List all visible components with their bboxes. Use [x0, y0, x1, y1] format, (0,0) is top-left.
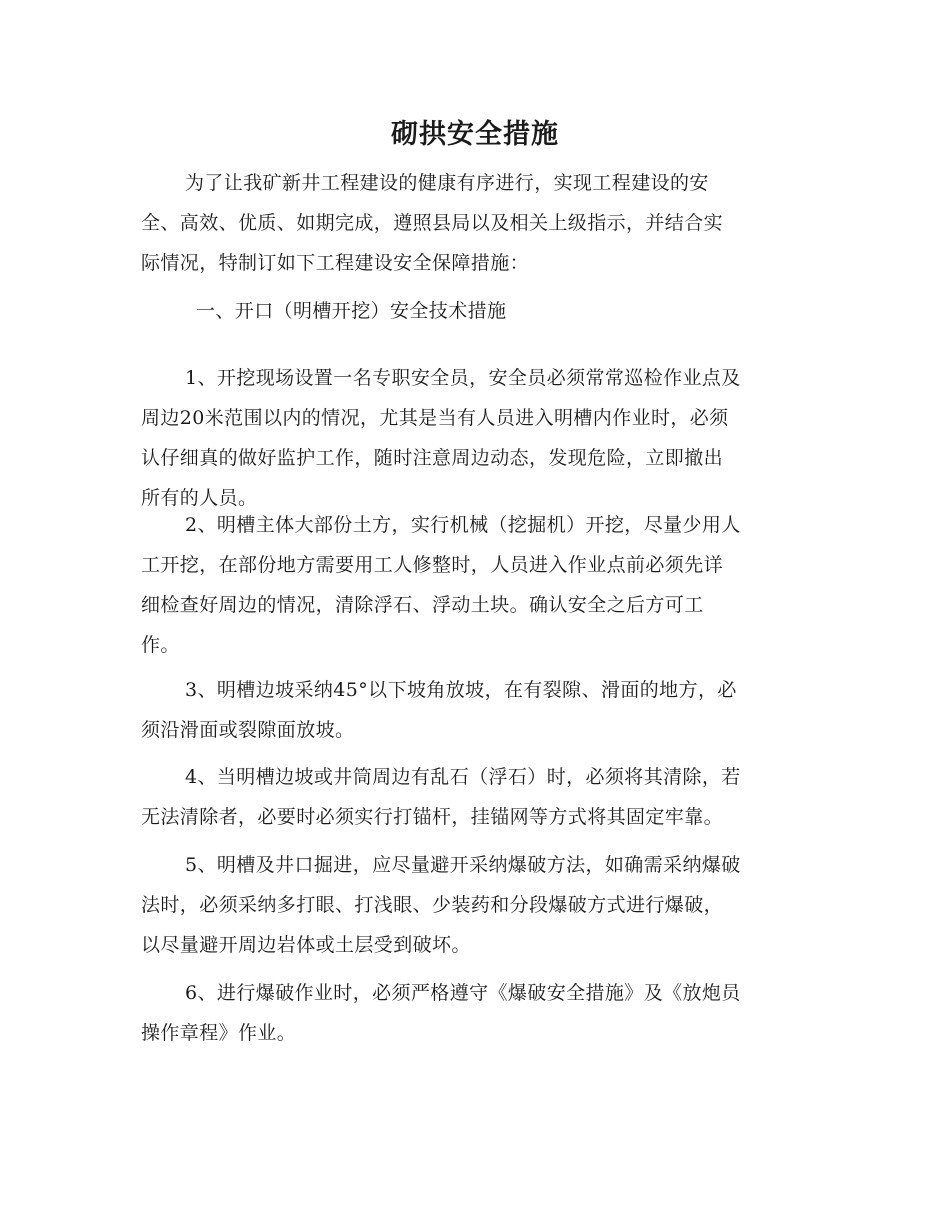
- item-line: 细检查好周边的情况，清除浮石、浮动土块。确认安全之后方可工: [141, 594, 704, 616]
- item-line: 3、明槽边坡采纳45°以下坡角放坡，在有裂隙、滑面的地方，必: [185, 679, 737, 701]
- intro-line: 为了让我矿新井工程建设的健康有序进行，实现工程建设的安: [185, 172, 709, 194]
- intro-line: 际情况，特制订如下工程建设安全保障措施：: [141, 252, 530, 274]
- item-line: 以尽量避开周边岩体或土层受到破坏。: [141, 934, 471, 956]
- item-line: 周边20米范围以内的情况，尤其是当有人员进入明槽内作业时，必须: [141, 407, 729, 429]
- item-line: 认仔细真的做好监护工作，随时注意周边动态，发现危险，立即撤出: [141, 447, 724, 469]
- item-line: 须沿滑面或裂隙面放坡。: [141, 719, 355, 741]
- measure-item-6: [141, 973, 813, 1053]
- measure-item-3: [141, 670, 813, 750]
- measure-item-5: [141, 845, 813, 965]
- item-line: 6、进行爆破作业时，必须严格遵守《爆破安全措施》及《放炮员: [185, 982, 741, 1004]
- item-line: 法时，必须采纳多打眼、打浅眼、少装药和分段爆破方式进行爆破，: [141, 894, 724, 916]
- item-line: 5、明槽及井口掘进，应尽量避开采纳爆破方法，如确需采纳爆破: [185, 854, 741, 876]
- item-line: 工开挖，在部份地方需要用工人修整时，人员进入作业点前必须先详: [141, 554, 724, 576]
- item-line: 1、开挖现场设置一名专职安全员，安全员必须常常巡检作业点及: [185, 367, 741, 389]
- measure-item-4: [141, 757, 813, 837]
- section-heading: 一、开口（明槽开挖）安全技术措施: [196, 300, 507, 322]
- item-line: 所有的人员。: [141, 487, 258, 509]
- item-line: 2、明槽主体大部份土方，实行机械（挖掘机）开挖，尽量少用人: [185, 514, 741, 536]
- item-line: 操作章程》作业。: [141, 1022, 297, 1044]
- document-title: 砌拱安全措施: [391, 119, 559, 150]
- intro-line: 全、高效、优质、如期完成，遵照县局以及相关上级指示，并结合实: [141, 212, 724, 234]
- measure-item-1: [141, 358, 813, 518]
- item-line: 作。: [141, 634, 180, 656]
- item-line: 4、当明槽边坡或井筒周边有乱石（浮石）时，必须将其清除，若: [185, 766, 741, 788]
- measure-item-2: [141, 505, 813, 665]
- item-line: 无法清除者，必要时必须实行打锚杆，挂锚网等方式将其固定牢靠。: [141, 806, 724, 828]
- intro-paragraph: [141, 163, 813, 283]
